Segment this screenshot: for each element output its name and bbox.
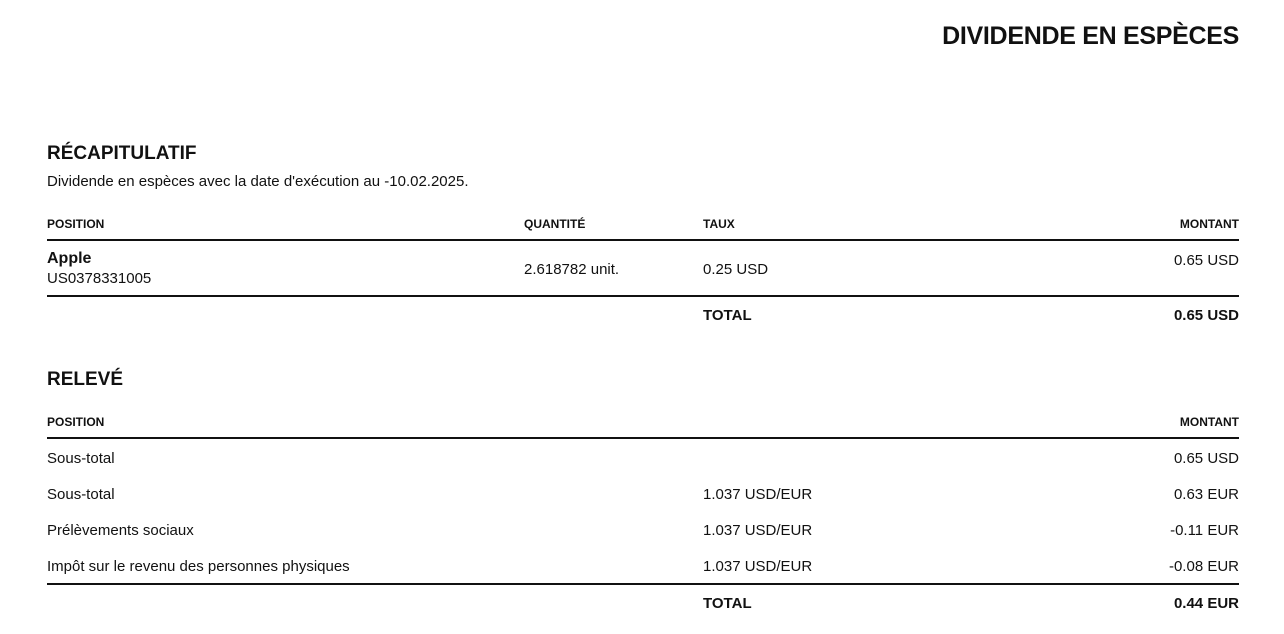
summary-col-rate: TAUX bbox=[703, 217, 735, 231]
statement-col-position: POSITION bbox=[47, 415, 105, 429]
statement-row-amount: 0.63 EUR bbox=[1173, 486, 1239, 503]
statement-row-label: Sous-total bbox=[47, 450, 115, 467]
summary-header-rule bbox=[47, 239, 1239, 241]
statement-row-rate: 1.037 USD/EUR bbox=[703, 558, 813, 575]
statement-heading: RELEVÉ bbox=[47, 369, 124, 390]
position-isin: US0378331005 bbox=[47, 270, 152, 287]
summary-col-amount: MONTANT bbox=[1179, 217, 1239, 231]
statement-col-amount: MONTANT bbox=[1179, 415, 1239, 429]
position-amount: 0.65 USD bbox=[1173, 252, 1239, 269]
statement-row-rate: 1.037 USD/EUR bbox=[703, 486, 813, 503]
statement-total-rule bbox=[47, 583, 1239, 585]
position-quantity: 2.618782 unit. bbox=[524, 261, 620, 278]
summary-total-value: 0.65 USD bbox=[1173, 307, 1239, 324]
position-rate: 0.25 USD bbox=[703, 261, 769, 278]
statement-row-label: Prélèvements sociaux bbox=[47, 522, 194, 539]
statement-total-label: TOTAL bbox=[703, 595, 752, 612]
statement-row-amount: -0.08 EUR bbox=[1168, 558, 1239, 575]
statement-total-value: 0.44 EUR bbox=[1173, 595, 1239, 612]
document-page bbox=[47, 0, 1239, 634]
summary-total-rule bbox=[47, 295, 1239, 297]
summary-heading: RÉCAPITULATIF bbox=[47, 143, 197, 164]
statement-row-label: Impôt sur le revenu des personnes physiques bbox=[47, 558, 350, 575]
summary-total-label: TOTAL bbox=[703, 307, 752, 324]
document-title: DIVIDENDE EN ESPÈCES bbox=[942, 22, 1239, 50]
statement-row-amount: 0.65 USD bbox=[1173, 450, 1239, 467]
statement-row-label: Sous-total bbox=[47, 486, 115, 503]
position-name: Apple bbox=[47, 250, 92, 267]
statement-row-rate: 1.037 USD/EUR bbox=[703, 522, 813, 539]
summary-col-position: POSITION bbox=[47, 217, 105, 231]
statement-header-rule bbox=[47, 437, 1239, 439]
statement-row-amount: -0.11 EUR bbox=[1170, 522, 1239, 539]
summary-subtitle: Dividende en espèces avec la date d'exécution au -10.02.2025. bbox=[47, 173, 469, 190]
summary-col-quantity: QUANTITÉ bbox=[524, 217, 586, 231]
